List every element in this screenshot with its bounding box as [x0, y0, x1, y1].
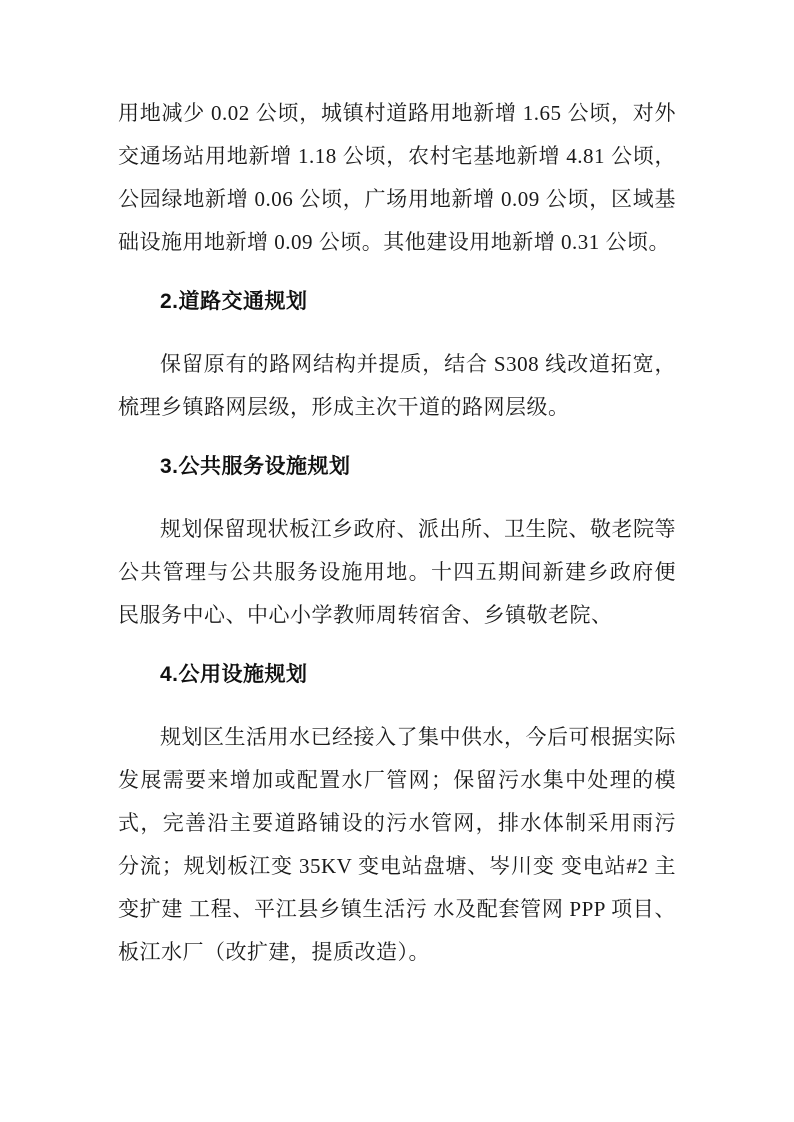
- paragraph-public-service-facilities-planning: 规划保留现状板江乡政府、派出所、卫生院、敬老院等公共管理与公共服务设施用地。十四五期间新建乡政府便民服务中心、中心小学教师周转宿舍、乡镇敬老院、: [118, 517, 676, 627]
- paragraph-landuse-continuation: 用地减少 0.02 公顷，城镇村道路用地新增 1.65 公顷，对外交通场站用地新增 1.18 公顷，农村宅基地新增 4.81 公顷，公园绿地新增 0.06 公顷，广场用地新增 0.09 公顷，区域基础设施用地新增 0.09 公顷。其他建设用地新增 0.31 公顷。: [118, 101, 676, 254]
- paragraph-road-traffic-planning: 保留原有的路网结构并提质，结合 S308 线改道拓宽，梳理乡镇路网层级，形成主次干道的路网层级。: [118, 352, 676, 419]
- section-heading-road-traffic-planning: 2.道路交通规划: [160, 290, 308, 313]
- section-heading-public-service-facilities-planning: 3.公共服务设施规划: [160, 455, 351, 478]
- document-content: [118, 92, 676, 974]
- paragraph-public-utilities-planning: 规划区生活用水已经接入了集中供水，今后可根据实际发展需要来增加或配置水厂管网；保留污水集中处理的模式，完善沿主要道路铺设的污水管网，排水体制采用雨污分流；规划板江变 35KV 变电站盘塘、岑川变 变电站#2 主变扩建 工程、平江县乡镇生活污 水及配套管网 PPP 项目、板江水厂（改扩建，提质改造）。: [118, 725, 676, 964]
- section-heading-public-utilities-planning: 4.公用设施规划: [160, 663, 308, 686]
